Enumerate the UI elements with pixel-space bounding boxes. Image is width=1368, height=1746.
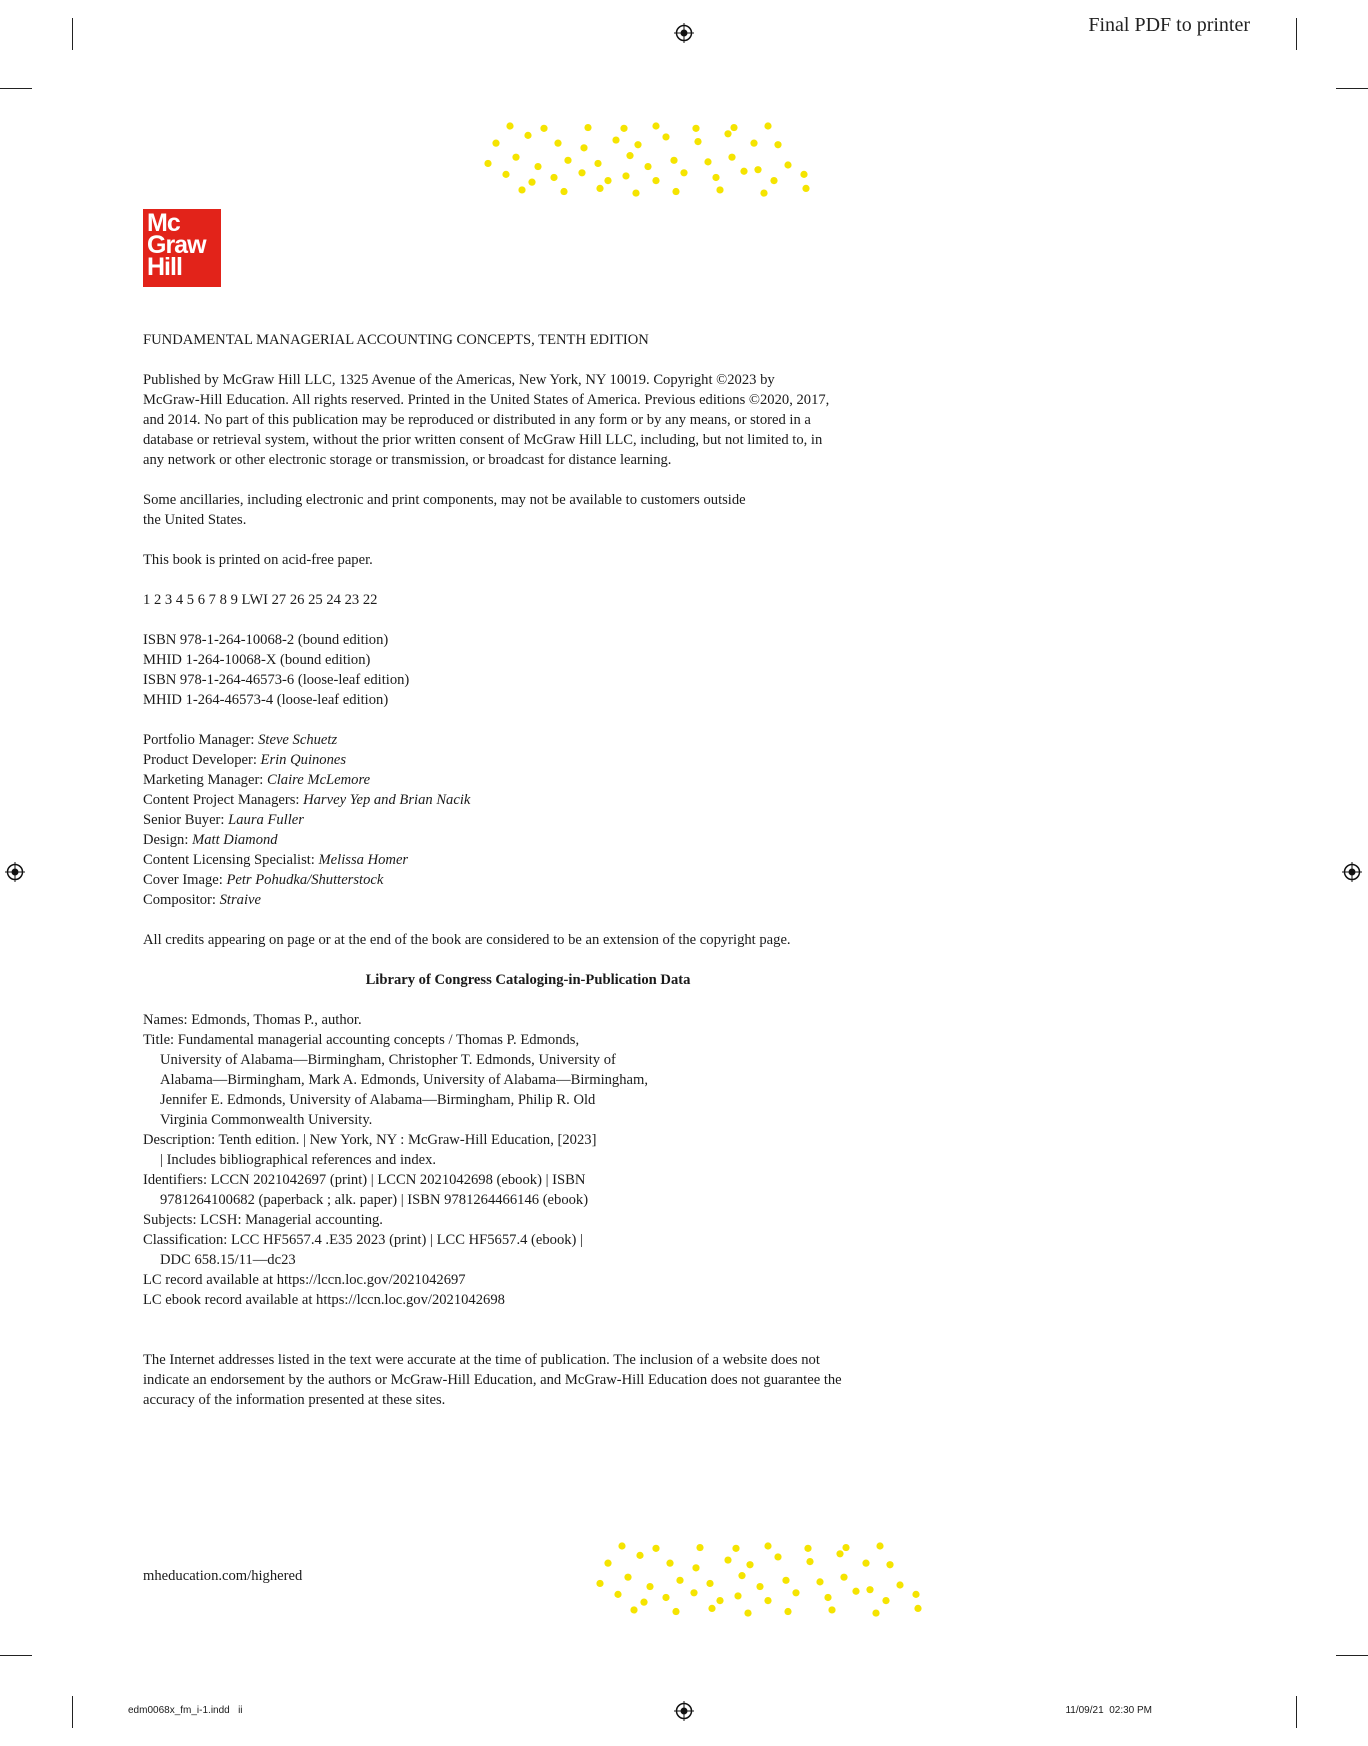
decorative-dot xyxy=(560,188,567,195)
decorative-dot xyxy=(754,166,761,173)
decorative-dot xyxy=(842,1544,849,1551)
decorative-dot xyxy=(596,185,603,192)
decorative-dot xyxy=(732,1545,739,1552)
cip-line: | Includes bibliographical references and index. xyxy=(160,1152,437,1168)
decorative-dot xyxy=(764,1597,771,1604)
decorative-dot xyxy=(760,189,767,196)
decorative-dot xyxy=(624,1574,631,1581)
decorative-dot xyxy=(806,1558,813,1565)
decorative-dot xyxy=(506,122,513,129)
credit-line xyxy=(143,790,923,810)
decorative-dot xyxy=(886,1561,893,1568)
decorative-dot xyxy=(640,1599,647,1606)
ancillaries-line: Some ancillaries, including electronic and print components, may not be available to customers outside xyxy=(143,492,746,508)
publisher-line: McGraw-Hill Education. All rights reserved. Printed in the United States of America. Previous editions ©2020, 2017, xyxy=(143,392,830,408)
decorative-dot xyxy=(502,171,509,178)
decorative-dot xyxy=(584,124,591,131)
decorative-dot xyxy=(630,1606,637,1613)
decorative-dot xyxy=(724,130,731,137)
decorative-dot xyxy=(804,1545,811,1552)
registration-mark-icon xyxy=(674,23,694,43)
decorative-dot xyxy=(672,1608,679,1615)
decorative-dot xyxy=(550,174,557,181)
decorative-dot xyxy=(800,171,807,178)
decorative-dot xyxy=(652,122,659,129)
decorative-dot xyxy=(622,172,629,179)
crop-mark xyxy=(1296,1696,1297,1728)
decorative-dot xyxy=(670,157,677,164)
decorative-dot xyxy=(512,154,519,161)
decorative-dot xyxy=(708,1605,715,1612)
cip-line: LC ebook record available at https://lccn.loc.gov/2021042698 xyxy=(143,1292,505,1308)
decorative-dot xyxy=(852,1588,859,1595)
decorative-dot xyxy=(662,133,669,140)
decorative-dot xyxy=(618,1542,625,1549)
decorative-dot xyxy=(840,1574,847,1581)
credit-name: Claire McLemore xyxy=(267,772,371,788)
decorative-dot xyxy=(672,188,679,195)
crop-mark xyxy=(0,1655,32,1656)
decorative-dot xyxy=(518,186,525,193)
decorative-dot xyxy=(802,185,809,192)
decorative-dot xyxy=(866,1586,873,1593)
decorative-dot xyxy=(676,1577,683,1584)
crop-mark xyxy=(72,1696,73,1728)
decorative-dot xyxy=(744,1609,751,1616)
credit-line xyxy=(143,870,923,890)
cip-line: Alabama—Birmingham, Mark A. Edmonds, University of Alabama—Birmingham, xyxy=(160,1072,649,1088)
credit-name: Steve Schuetz xyxy=(258,732,338,748)
decorative-dot xyxy=(876,1542,883,1549)
cip-line: Title: Fundamental managerial accounting concepts / Thomas P. Edmonds, xyxy=(143,1032,580,1048)
credit-name: Erin Quinones xyxy=(260,752,347,768)
credit-role: Cover Image: xyxy=(143,872,227,888)
decorative-dot xyxy=(694,138,701,145)
decorative-dot xyxy=(716,186,723,193)
decorative-dot xyxy=(578,169,585,176)
decorative-dot xyxy=(634,141,641,148)
decorative-dot xyxy=(696,1544,703,1551)
decorative-dot xyxy=(828,1606,835,1613)
credit-role: Portfolio Manager: xyxy=(143,732,259,748)
decorative-dot xyxy=(492,140,499,147)
credit-line xyxy=(143,890,923,910)
decorative-dot xyxy=(740,168,747,175)
publisher-line: database or retrieval system, without the prior written consent of McGraw Hill LLC, including, but not limited to, in xyxy=(143,432,823,448)
crop-mark xyxy=(1296,18,1297,50)
cip-block xyxy=(143,1010,923,1310)
credit-role: Product Developer: xyxy=(143,752,261,768)
decorative-dot xyxy=(716,1597,723,1604)
decorative-dot xyxy=(614,1591,621,1598)
decorative-dot xyxy=(862,1560,869,1567)
decorative-dot xyxy=(652,177,659,184)
cip-line: DDC 658.15/11—dc23 xyxy=(160,1252,296,1268)
decorative-dot xyxy=(604,177,611,184)
decorative-dot xyxy=(580,144,587,151)
crop-mark xyxy=(0,88,32,89)
decorative-dot xyxy=(644,163,651,170)
timestamp: 11/09/21 02:30 PM xyxy=(1065,1705,1152,1716)
decorative-dot xyxy=(524,132,531,139)
publisher-line: and 2014. No part of this publication may be reproduced or distributed in any form or by any means, or stored in a xyxy=(143,412,811,428)
cip-line: Jennifer E. Edmonds, University of Alabama—Birmingham, Philip R. Old xyxy=(160,1092,596,1108)
registration-mark-icon xyxy=(5,862,25,882)
decorative-dot xyxy=(770,177,777,184)
crop-mark xyxy=(1336,88,1368,89)
credit-role: Marketing Manager: xyxy=(143,772,268,788)
cip-line: Classification: LCC HF5657.4 .E35 2023 (print) | LCC HF5657.4 (ebook) | xyxy=(143,1232,583,1248)
cip-line: Identifiers: LCCN 2021042697 (print) | LCCN 2021042698 (ebook) | ISBN xyxy=(143,1172,586,1188)
decorative-dot xyxy=(666,1560,673,1567)
book-title: FUNDAMENTAL MANAGERIAL ACCOUNTING CONCEPTS, TENTH EDITION xyxy=(143,332,649,348)
credit-line xyxy=(143,850,923,870)
decorative-dot xyxy=(730,124,737,131)
website-url: mheducation.com/highered xyxy=(143,1568,303,1584)
decorative-dot xyxy=(620,125,627,132)
cip-line: Subjects: LCSH: Managerial accounting. xyxy=(143,1212,383,1228)
credit-line xyxy=(143,730,923,750)
cip-line: University of Alabama—Birmingham, Christopher T. Edmonds, University of xyxy=(160,1052,616,1068)
cip-line: Names: Edmonds, Thomas P., author. xyxy=(143,1012,362,1028)
decorative-dot xyxy=(816,1578,823,1585)
decorative-dot xyxy=(662,1594,669,1601)
credit-name: Harvey Yep and Brian Nacik xyxy=(303,792,471,808)
credit-name: Laura Fuller xyxy=(228,812,304,828)
decorative-dot xyxy=(882,1597,889,1604)
decorative-dot xyxy=(774,1553,781,1560)
decorative-dot xyxy=(564,157,571,164)
decorative-dot xyxy=(692,125,699,132)
decorative-dot xyxy=(836,1550,843,1557)
credit-role: Content Licensing Specialist: xyxy=(143,852,319,868)
decorative-dot xyxy=(534,163,541,170)
decorative-dot xyxy=(652,1545,659,1552)
credit-name: Melissa Homer xyxy=(318,852,409,868)
decorative-dot xyxy=(646,1583,653,1590)
cip-line: 9781264100682 (paperback ; alk. paper) | ISBN 9781264466146 (ebook) xyxy=(160,1192,589,1208)
decorative-dot xyxy=(680,169,687,176)
credit-line xyxy=(143,750,923,770)
decorative-dot xyxy=(554,140,561,147)
decorative-dot xyxy=(750,140,757,147)
logo-line: Graw xyxy=(147,231,206,259)
crop-mark xyxy=(72,18,73,50)
cip-line: Virginia Commonwealth University. xyxy=(160,1112,373,1128)
registration-mark-icon xyxy=(1342,862,1362,882)
decorative-dot xyxy=(756,1583,763,1590)
decorative-dot xyxy=(734,1592,741,1599)
ancillaries-line: the United States. xyxy=(143,512,247,528)
decorative-dot xyxy=(540,125,547,132)
decorative-dot xyxy=(896,1581,903,1588)
isbn-line: ISBN 978-1-264-10068-2 (bound edition) xyxy=(143,632,389,648)
publisher-line: any network or other electronic storage or transmission, or broadcast for distance learning. xyxy=(143,452,672,468)
decorative-dot xyxy=(782,1577,789,1584)
crop-mark xyxy=(1336,1655,1368,1656)
decorative-dot xyxy=(632,189,639,196)
credit-name: Matt Diamond xyxy=(192,832,278,848)
decorative-dot xyxy=(724,1556,731,1563)
decorative-dot xyxy=(604,1560,611,1567)
logo-line: Mc xyxy=(147,209,180,237)
decorative-dot xyxy=(738,1572,745,1579)
decorative-dot xyxy=(824,1594,831,1601)
credit-name: Petr Pohudka/Shutterstock xyxy=(226,872,384,888)
decorative-dot xyxy=(784,1608,791,1615)
cip-heading: Library of Congress Cataloging-in-Publication Data xyxy=(365,972,691,988)
decorative-dot xyxy=(792,1589,799,1596)
decorative-dot xyxy=(704,158,711,165)
logo-line: Hill xyxy=(147,253,182,281)
decorative-dot xyxy=(612,136,619,143)
decorative-dot xyxy=(596,1580,603,1587)
decorative-dot xyxy=(746,1561,753,1568)
decorative-dot xyxy=(764,122,771,129)
decorative-dot xyxy=(626,152,633,159)
decorative-dot xyxy=(484,160,491,167)
decorative-dot xyxy=(914,1605,921,1612)
cip-line: Description: Tenth edition. | New York, NY : McGraw-Hill Education, [2023] xyxy=(143,1132,597,1148)
decorative-dots-bottom xyxy=(596,1542,952,1620)
credit-role: Design: xyxy=(143,832,193,848)
decorative-dot xyxy=(690,1589,697,1596)
decorative-dot xyxy=(636,1552,643,1559)
cip-line: LC record available at https://lccn.loc.gov/2021042697 xyxy=(143,1272,466,1288)
paper-note: This book is printed on acid-free paper. xyxy=(143,552,373,568)
credit-line xyxy=(143,810,923,830)
copyright-content xyxy=(143,330,923,1410)
isbn-line: MHID 1-264-46573-4 (loose-leaf edition) xyxy=(143,692,389,708)
isbn-line: ISBN 978-1-264-46573-6 (loose-leaf edition) xyxy=(143,672,410,688)
decorative-dots-top xyxy=(484,122,840,200)
decorative-dot xyxy=(712,174,719,181)
decorative-dot xyxy=(728,154,735,161)
credit-role: Content Project Managers: xyxy=(143,792,304,808)
publisher-line: Published by McGraw Hill LLC, 1325 Avenue of the Americas, New York, NY 10019. Copyright ©2023 by xyxy=(143,372,775,388)
decorative-dot xyxy=(784,161,791,168)
decorative-dot xyxy=(872,1609,879,1616)
registration-mark-icon xyxy=(674,1701,694,1721)
credit-line xyxy=(143,830,923,850)
print-line: 1 2 3 4 5 6 7 8 9 LWI 27 26 25 24 23 22 xyxy=(143,592,378,608)
internet-line: indicate an endorsement by the authors or McGraw-Hill Education, and McGraw-Hill Education does not guarantee the xyxy=(143,1372,842,1388)
mcgraw-hill-logo xyxy=(143,209,221,287)
internet-line: The Internet addresses listed in the text were accurate at the time of publication. The inclusion of a website does not xyxy=(143,1352,820,1368)
decorative-dot xyxy=(774,141,781,148)
file-slug: edm0068x_fm_i-1.indd ii xyxy=(128,1705,243,1716)
internet-line: accuracy of the information presented at these sites. xyxy=(143,1392,446,1408)
credit-role: Compositor: xyxy=(143,892,220,908)
credit-role: Senior Buyer: xyxy=(143,812,229,828)
decorative-dot xyxy=(528,179,535,186)
decorative-dot xyxy=(706,1580,713,1587)
isbn-line: MHID 1-264-10068-X (bound edition) xyxy=(143,652,371,668)
credit-line xyxy=(143,770,923,790)
credits-note: All credits appearing on page or at the end of the book are considered to be an extension of the copyright page. xyxy=(143,932,791,948)
decorative-dot xyxy=(912,1591,919,1598)
decorative-dot xyxy=(594,160,601,167)
printer-note: Final PDF to printer xyxy=(1088,14,1250,36)
decorative-dot xyxy=(764,1542,771,1549)
decorative-dot xyxy=(692,1564,699,1571)
credit-name: Straive xyxy=(219,892,261,908)
